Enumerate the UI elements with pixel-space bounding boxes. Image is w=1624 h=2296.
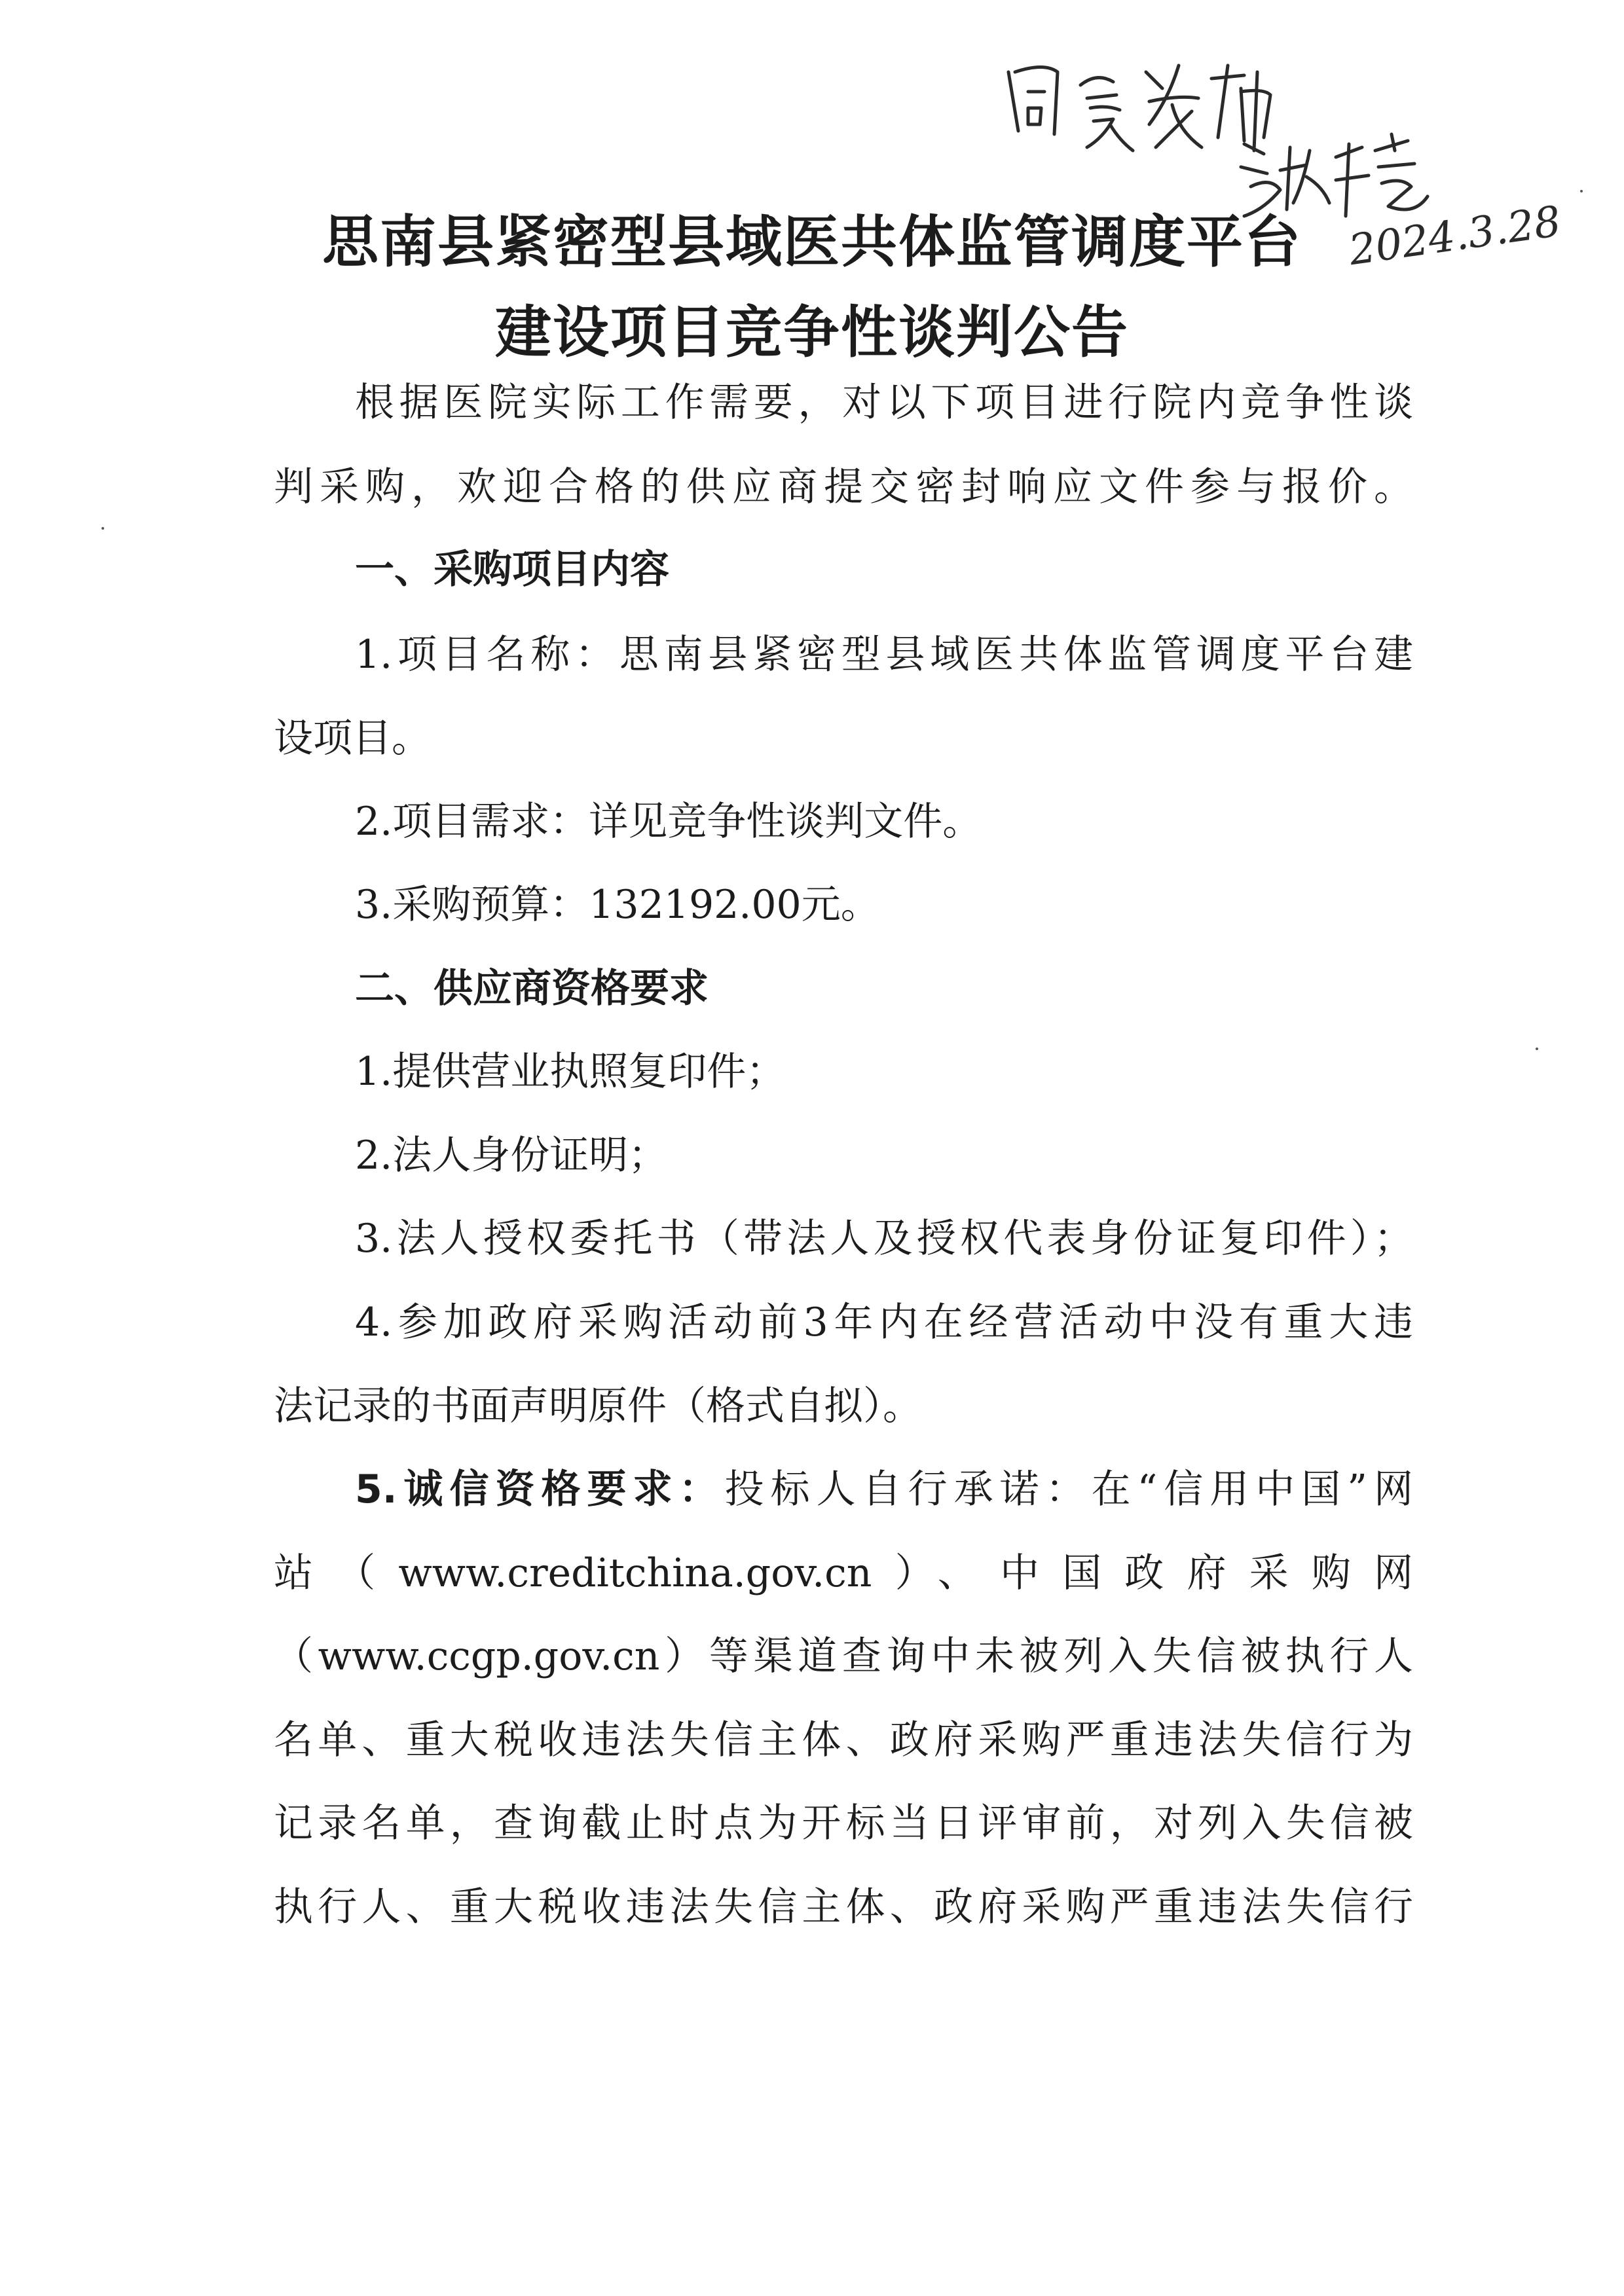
section-heading-supplier-qualifications: 二、供应商资格要求 [355,966,709,1011]
project-name-line-2: 设项目。 [274,716,431,761]
scan-speck [1536,1048,1538,1050]
qualification-item-4-line-2: 法记录的书面声明原件（格式自拟）。 [274,1383,922,1429]
qualification-item-3: 3.法人授权委托书（带法人及授权代表身份证复印件）； [355,1216,1413,1262]
intro-line-1: 根据医院实际工作需要，对以下项目进行院内竞争性谈 [355,380,1413,426]
qualification-item-5-line-3: （www.ccgp.gov.cn）等渠道查询中未被列入失信被执行人 [274,1633,1413,1679]
qualification-item-5-line-5: 记录名单，查询截止时点为开标当日评审前，对列入失信被 [274,1800,1413,1846]
qualification-item-2: 2.法人身份证明； [355,1133,668,1178]
qualification-item-5-line-6: 执行人、重大税收违法失信主体、政府采购严重违法失信行 [274,1884,1413,1930]
project-requirement: 2.项目需求：详见竞争性谈判文件。 [355,799,982,845]
approval-scribble [1008,65,1270,151]
scan-speck [101,527,104,530]
procurement-budget: 3.采购预算：132192.00元。 [355,882,880,928]
scan-speck [1580,190,1583,192]
qualification-item-4-line-1: 4.参加政府采购活动前3年内在经营活动中没有重大违 [355,1300,1413,1345]
handwritten-date: 2024.3.28 [1346,197,1564,276]
qualification-item-5-line-1 [355,1463,1413,1516]
qualification-item-1: 1.提供营业执照复印件； [355,1049,786,1095]
qualification-item-5-line-4: 名单、重大税收违法失信主体、政府采购严重违法失信行为 [274,1717,1413,1763]
project-name-line-1: 1.项目名称：思南县紧密型县域医共体监管调度平台建 [355,632,1413,678]
document-title-line-1: 思南县紧密型县域医共体监管调度平台 [322,210,1302,275]
document-title-line-2: 建设项目竞争性谈判公告 [495,300,1129,365]
section-heading-procurement-content: 一、采购项目内容 [355,547,669,592]
intro-line-2: 判采购，欢迎合格的供应商提交密封响应文件参与报价。 [274,464,1413,510]
integrity-requirement-text: 投标人自行承诺：在“信用中国”网 [724,1467,1413,1512]
qualification-item-5-line-2: 站（www.creditchina.gov.cn）、中国政府采购网 [274,1550,1413,1596]
integrity-requirement-label: 5.诚信资格要求： [355,1467,725,1512]
